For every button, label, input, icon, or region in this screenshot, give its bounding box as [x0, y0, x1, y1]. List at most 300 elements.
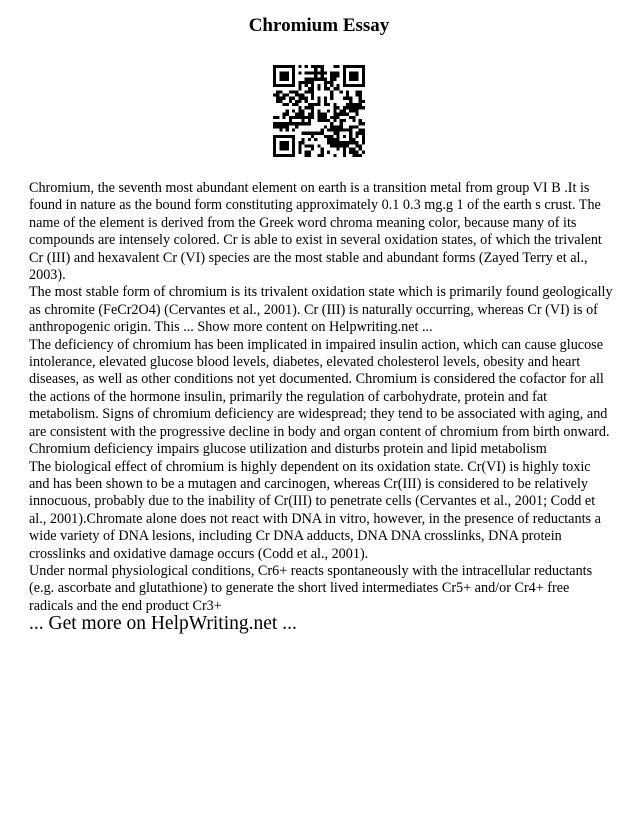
- qr-module: [273, 94, 276, 97]
- qr-module: [355, 103, 358, 106]
- qr-module: [289, 116, 292, 119]
- qr-module: [317, 144, 320, 147]
- qr-module: [362, 84, 365, 87]
- qr-module: [283, 116, 286, 119]
- qr-module: [349, 132, 352, 135]
- qr-module: [298, 141, 301, 144]
- qr-module: [349, 151, 352, 154]
- qr-module: [305, 84, 308, 87]
- qr-module: [308, 81, 311, 84]
- qr-module: [349, 103, 352, 106]
- paragraph-deficiency-summary: Chromium deficiency impairs glucose utilization and disturbs protein and lipid metabolism: [29, 441, 547, 458]
- qr-module: [273, 75, 276, 78]
- qr-module: [279, 128, 282, 131]
- qr-module: [343, 119, 346, 122]
- qr-module: [298, 71, 301, 74]
- qr-module: [336, 84, 339, 87]
- qr-module: [359, 128, 362, 131]
- qr-module: [305, 116, 308, 119]
- qr-module: [279, 78, 282, 81]
- qr-module: [362, 135, 365, 138]
- qr-module: [308, 113, 311, 116]
- qr-module: [298, 94, 301, 97]
- qr-module: [298, 100, 301, 103]
- qr-module: [276, 90, 279, 93]
- qr-module: [355, 75, 358, 78]
- qr-module: [346, 103, 349, 106]
- qr-module: [330, 138, 333, 141]
- qr-module: [305, 78, 308, 81]
- qr-module: [311, 84, 314, 87]
- qr-module: [333, 75, 336, 78]
- qr-module: [292, 138, 295, 141]
- qr-module: [340, 141, 343, 144]
- qr-module: [346, 84, 349, 87]
- qr-module: [308, 106, 311, 109]
- qr-module: [340, 109, 343, 112]
- qr-module: [273, 68, 276, 71]
- qr-module: [359, 119, 362, 122]
- qr-module: [308, 71, 311, 74]
- qr-module: [362, 128, 365, 131]
- qr-module: [346, 144, 349, 147]
- qr-module: [305, 151, 308, 154]
- qr-module: [298, 109, 301, 112]
- qr-module: [324, 78, 327, 81]
- qr-module: [314, 71, 317, 74]
- qr-module: [317, 116, 320, 119]
- qr-module: [298, 97, 301, 100]
- qr-module: [273, 81, 276, 84]
- qr-module: [305, 154, 308, 157]
- qr-module: [273, 116, 276, 119]
- qr-module: [311, 132, 314, 135]
- qr-module: [286, 125, 289, 128]
- qr-module: [314, 65, 317, 68]
- qr-module: [352, 75, 355, 78]
- qr-module: [289, 84, 292, 87]
- qr-module: [343, 97, 346, 100]
- qr-module: [330, 71, 333, 74]
- qr-module: [311, 87, 314, 90]
- qr-module: [324, 81, 327, 84]
- qr-module: [279, 65, 282, 68]
- qr-module: [286, 113, 289, 116]
- qr-module: [273, 138, 276, 141]
- qr-module: [321, 154, 324, 157]
- qr-module: [352, 65, 355, 68]
- qr-module: [276, 94, 279, 97]
- qr-module: [321, 132, 324, 135]
- paragraph-stable-form: The most stable form of chromium is its trivalent oxidation state which is primarily found geologically as chromite (FeCr2O4) (Cervantes et al., 2001). Cr (III) is naturally occurring, whereas Cr (VI) is of anthropogenic origin. This ... Show more content on Helpwriting.net ...: [29, 284, 613, 336]
- qr-module: [279, 144, 282, 147]
- qr-module: [359, 100, 362, 103]
- qr-module: [362, 65, 365, 68]
- qr-module: [314, 132, 317, 135]
- qr-module: [324, 97, 327, 100]
- qr-module: [333, 138, 336, 141]
- qr-module: [305, 144, 308, 147]
- qr-module: [273, 65, 276, 68]
- qr-module: [343, 84, 346, 87]
- qr-module: [355, 106, 358, 109]
- qr-module: [308, 119, 311, 122]
- qr-module: [292, 71, 295, 74]
- qr-module: [333, 103, 336, 106]
- qr-module: [276, 125, 279, 128]
- qr-module: [317, 109, 320, 112]
- qr-module: [276, 122, 279, 125]
- qr-module: [362, 78, 365, 81]
- qr-module: [330, 116, 333, 119]
- qr-module: [352, 109, 355, 112]
- qr-module: [336, 147, 339, 150]
- qr-module: [340, 119, 343, 122]
- qr-module: [355, 125, 358, 128]
- qr-module: [298, 84, 301, 87]
- qr-module: [330, 84, 333, 87]
- qr-module: [292, 84, 295, 87]
- qr-module: [352, 103, 355, 106]
- qr-module: [286, 147, 289, 150]
- qr-module: [349, 138, 352, 141]
- qr-module: [321, 78, 324, 81]
- qr-module: [302, 138, 305, 141]
- qr-module: [327, 135, 330, 138]
- qr-module: [327, 119, 330, 122]
- qr-module: [362, 151, 365, 154]
- qr-module: [292, 103, 295, 106]
- qr-module: [359, 84, 362, 87]
- qr-module: [346, 90, 349, 93]
- qr-module: [362, 132, 365, 135]
- qr-module: [305, 122, 308, 125]
- qr-module: [333, 132, 336, 135]
- qr-code-icon[interactable]: [273, 65, 365, 157]
- qr-module: [346, 97, 349, 100]
- qr-module: [279, 141, 282, 144]
- qr-module: [321, 65, 324, 68]
- qr-module: [286, 78, 289, 81]
- qr-module: [289, 135, 292, 138]
- qr-module: [336, 135, 339, 138]
- qr-module: [308, 154, 311, 157]
- qr-module: [283, 103, 286, 106]
- qr-module: [352, 116, 355, 119]
- qr-module: [330, 135, 333, 138]
- qr-module: [355, 71, 358, 74]
- qr-module: [333, 141, 336, 144]
- qr-module: [336, 141, 339, 144]
- qr-module: [305, 65, 308, 68]
- qr-module: [346, 65, 349, 68]
- qr-module: [349, 141, 352, 144]
- qr-module: [333, 119, 336, 122]
- qr-module: [308, 144, 311, 147]
- qr-module: [330, 81, 333, 84]
- qr-module: [302, 109, 305, 112]
- qr-module: [355, 135, 358, 138]
- qr-module: [311, 94, 314, 97]
- qr-module: [302, 113, 305, 116]
- qr-module: [311, 135, 314, 138]
- qr-module: [302, 97, 305, 100]
- qr-module: [359, 94, 362, 97]
- qr-module: [311, 116, 314, 119]
- qr-module: [311, 81, 314, 84]
- qr-module: [343, 65, 346, 68]
- qr-module: [336, 106, 339, 109]
- qr-module: [352, 78, 355, 81]
- qr-module: [292, 135, 295, 138]
- qr-module: [336, 65, 339, 68]
- qr-module: [283, 125, 286, 128]
- qr-module: [283, 97, 286, 100]
- qr-module: [340, 144, 343, 147]
- qr-module: [355, 141, 358, 144]
- qr-module: [327, 151, 330, 154]
- qr-module: [336, 75, 339, 78]
- qr-module: [308, 138, 311, 141]
- qr-module: [283, 75, 286, 78]
- qr-module: [324, 87, 327, 90]
- qr-module: [298, 122, 301, 125]
- qr-module: [308, 132, 311, 135]
- qr-module: [336, 113, 339, 116]
- qr-module: [346, 94, 349, 97]
- qr-module: [333, 125, 336, 128]
- qr-module: [311, 109, 314, 112]
- qr-module: [311, 147, 314, 150]
- qr-module: [305, 106, 308, 109]
- qr-module: [355, 109, 358, 112]
- qr-module: [286, 135, 289, 138]
- qr-module: [279, 90, 282, 93]
- qr-module: [279, 125, 282, 128]
- qr-module: [308, 103, 311, 106]
- qr-module: [355, 78, 358, 81]
- qr-module: [273, 125, 276, 128]
- qr-module: [359, 154, 362, 157]
- qr-module: [330, 94, 333, 97]
- qr-module: [355, 90, 358, 93]
- qr-module: [352, 71, 355, 74]
- paragraph-deficiency: The deficiency of chromium has been implicated in impaired insulin action, which can cause glucose intolerance, elevated glucose blood levels, diabetes, elevated cholesterol levels, obesity and heart diseases, as well as other conditions not yet documented. Chromium is considered the cofactor for all the actions of the hormone insulin, primarily the regulation of carbohydrate, protein and fat metabolism. Signs of chromium deficiency are widespread; they tend to be associated with aging, and are consistent with the progressive decline in body and organ content of chromium from birth onward.: [29, 336, 610, 440]
- qr-module: [311, 144, 314, 147]
- qr-module: [352, 151, 355, 154]
- qr-module: [330, 144, 333, 147]
- qr-module: [321, 116, 324, 119]
- qr-module: [283, 141, 286, 144]
- qr-module: [292, 90, 295, 93]
- qr-module: [340, 113, 343, 116]
- qr-module: [276, 97, 279, 100]
- qr-module: [346, 141, 349, 144]
- qr-module: [355, 144, 358, 147]
- qr-module: [292, 97, 295, 100]
- qr-module: [362, 122, 365, 125]
- qr-module: [346, 106, 349, 109]
- qr-module: [286, 71, 289, 74]
- document-title: Chromium Essay: [248, 15, 390, 36]
- qr-module: [311, 97, 314, 100]
- qr-module: [330, 125, 333, 128]
- paragraph-biological-effect: The biological effect of chromium is highly dependent on its oxidation state. Cr(VI) is highly toxic and has been shown to be a mutagen and carcinogen, whereas Cr(III) is considered to be relatively innocuous, probably due to the inability of Cr(III) to penetrate cells (Cervantes et al., 2001; Codd et al., 2001).Chromate alone does not react with DNA in vitro, however, in the presence of reductants a wide variety of DNA lesions, including Cr DNA adducts, DNA DNA crosslinks, DNA protein crosslinks and oxidative damage occurs (Codd et al., 2001).: [29, 458, 601, 562]
- get-more-link[interactable]: ... Get more on HelpWriting.net ...: [29, 613, 297, 634]
- qr-module: [324, 84, 327, 87]
- qr-module: [317, 113, 320, 116]
- qr-module: [311, 113, 314, 116]
- qr-module: [295, 116, 298, 119]
- qr-module: [308, 151, 311, 154]
- qr-module: [279, 154, 282, 157]
- qr-module: [317, 119, 320, 122]
- qr-module: [286, 109, 289, 112]
- qr-module: [314, 68, 317, 71]
- qr-module: [292, 78, 295, 81]
- qr-module: [292, 128, 295, 131]
- qr-module: [330, 97, 333, 100]
- qr-module: [343, 135, 346, 138]
- qr-module: [346, 128, 349, 131]
- qr-module: [279, 100, 282, 103]
- qr-module: [324, 135, 327, 138]
- qr-module: [349, 84, 352, 87]
- qr-module: [352, 125, 355, 128]
- qr-module: [333, 87, 336, 90]
- qr-module: [340, 125, 343, 128]
- qr-module: [324, 113, 327, 116]
- qr-module: [355, 154, 358, 157]
- qr-module: [349, 125, 352, 128]
- qr-module: [286, 94, 289, 97]
- qr-module: [355, 84, 358, 87]
- qr-module: [292, 154, 295, 157]
- qr-module: [340, 122, 343, 125]
- qr-module: [283, 113, 286, 116]
- qr-module: [283, 147, 286, 150]
- qr-module: [292, 65, 295, 68]
- qr-module: [349, 147, 352, 150]
- qr-module: [273, 151, 276, 154]
- qr-module: [327, 103, 330, 106]
- qr-module: [298, 87, 301, 90]
- qr-module: [295, 113, 298, 116]
- qr-module: [311, 106, 314, 109]
- qr-module: [286, 75, 289, 78]
- qr-module: [359, 122, 362, 125]
- qr-module: [279, 97, 282, 100]
- qr-module: [305, 132, 308, 135]
- qr-module: [362, 141, 365, 144]
- qr-module: [314, 75, 317, 78]
- qr-module: [359, 97, 362, 100]
- qr-module: [324, 103, 327, 106]
- qr-module: [362, 106, 365, 109]
- qr-module: [343, 147, 346, 150]
- qr-module: [273, 84, 276, 87]
- qr-module: [321, 68, 324, 71]
- qr-module: [286, 84, 289, 87]
- qr-module: [359, 103, 362, 106]
- qr-module: [327, 81, 330, 84]
- qr-module: [327, 141, 330, 144]
- qr-module: [311, 103, 314, 106]
- qr-module: [349, 128, 352, 131]
- qr-module: [317, 78, 320, 81]
- qr-module: [279, 84, 282, 87]
- qr-module: [292, 116, 295, 119]
- qr-module: [295, 100, 298, 103]
- qr-module: [298, 65, 301, 68]
- qr-module: [298, 81, 301, 84]
- qr-module: [317, 154, 320, 157]
- qr-module: [359, 144, 362, 147]
- qr-module: [302, 132, 305, 135]
- qr-module: [286, 128, 289, 131]
- qr-module: [349, 71, 352, 74]
- qr-module: [317, 84, 320, 87]
- qr-module: [286, 144, 289, 147]
- qr-module: [321, 75, 324, 78]
- qr-module: [343, 68, 346, 71]
- qr-module: [305, 100, 308, 103]
- qr-module: [340, 128, 343, 131]
- qr-module: [336, 138, 339, 141]
- qr-module: [314, 138, 317, 141]
- qr-module: [311, 90, 314, 93]
- qr-module: [349, 75, 352, 78]
- qr-module: [314, 78, 317, 81]
- qr-module: [352, 84, 355, 87]
- qr-module: [324, 125, 327, 128]
- qr-module: [330, 75, 333, 78]
- qr-module: [343, 75, 346, 78]
- qr-module: [302, 119, 305, 122]
- qr-module: [355, 151, 358, 154]
- qr-module: [292, 122, 295, 125]
- qr-module: [289, 65, 292, 68]
- qr-module: [295, 90, 298, 93]
- qr-module: [286, 154, 289, 157]
- qr-module: [292, 109, 295, 112]
- qr-module: [321, 119, 324, 122]
- qr-module: [343, 128, 346, 131]
- qr-module: [289, 97, 292, 100]
- qr-module: [292, 81, 295, 84]
- qr-module: [333, 106, 336, 109]
- qr-module: [276, 84, 279, 87]
- qr-module: [343, 141, 346, 144]
- qr-module: [279, 135, 282, 138]
- qr-module: [273, 141, 276, 144]
- qr-module: [302, 122, 305, 125]
- qr-module: [311, 71, 314, 74]
- qr-module: [273, 154, 276, 157]
- qr-module: [314, 103, 317, 106]
- qr-module: [308, 87, 311, 90]
- qr-module: [279, 71, 282, 74]
- qr-module: [286, 65, 289, 68]
- qr-module: [302, 141, 305, 144]
- qr-module: [355, 94, 358, 97]
- qr-module: [343, 151, 346, 154]
- qr-module: [336, 87, 339, 90]
- qr-module: [336, 71, 339, 74]
- qr-module: [283, 71, 286, 74]
- qr-module: [292, 75, 295, 78]
- qr-module: [289, 154, 292, 157]
